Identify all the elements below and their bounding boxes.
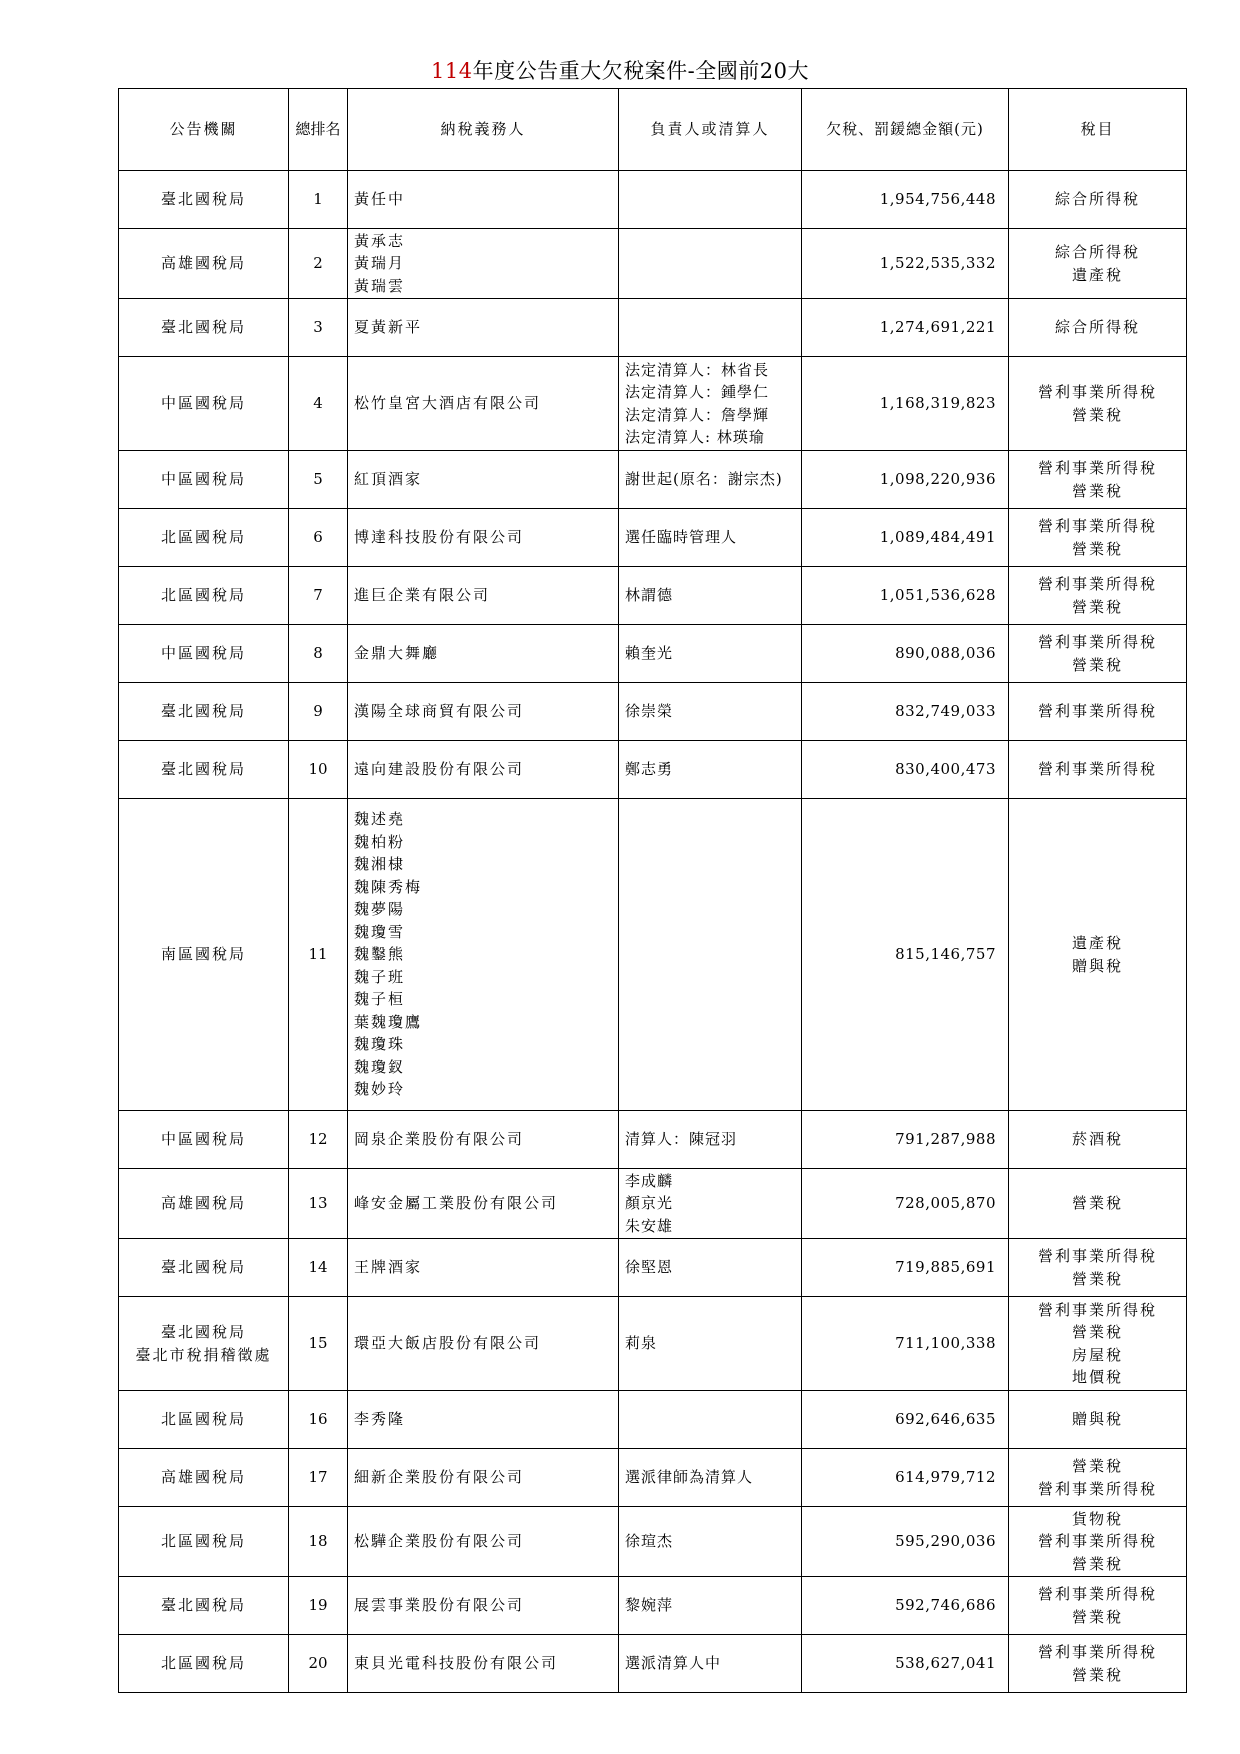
amount-cell: 1,168,319,823 [802,357,1009,451]
agency-cell [119,1507,289,1577]
agency-cell [119,1391,289,1449]
tax-type-cell [1009,1297,1187,1391]
header-tax-type: 稅目 [1009,89,1187,171]
taxpayer-line: 細新企業股份有限公司 [354,1468,525,1487]
rank-cell: 18 [289,1507,348,1577]
agency-cell [119,299,289,357]
taxpayer-cell [348,1111,619,1169]
tax-type-line: 營業稅 [1071,1554,1123,1573]
rank-cell: 1 [289,171,348,229]
responsible-cell [619,1111,802,1169]
agency-cell [119,357,289,451]
tax-type-cell [1009,1449,1187,1507]
agency-line: 中區國稅局 [160,394,246,413]
table-row [119,357,1187,451]
amount-cell: 1,522,535,332 [802,229,1009,299]
rank-cell: 11 [289,799,348,1111]
responsible-cell [619,1449,802,1507]
taxpayer-cell [348,625,619,683]
taxpayer-line: 夏黃新平 [354,318,423,337]
taxpayer-line: 環亞大飯店股份有限公司 [354,1334,542,1353]
agency-line: 臺北國稅局 [160,318,246,337]
header-row [119,89,1187,171]
agency-line: 高雄國稅局 [160,1468,246,1487]
table-row [119,1635,1187,1693]
tax-type-line: 營利事業所得稅 [1037,575,1157,593]
amount-cell: 1,089,484,491 [802,509,1009,567]
tax-type-cell [1009,1111,1187,1169]
responsible-cell [619,509,802,567]
tax-type-cell [1009,567,1187,625]
taxpayer-line: 李秀隆 [354,1410,406,1429]
responsible-line: 黎婉萍 [625,1596,674,1615]
agency-line: 臺北國稅局 [160,190,246,209]
taxpayer-cell [348,1449,619,1507]
taxpayer-line: 進巨企業有限公司 [354,586,491,605]
tax-type-line: 營利事業所得稅 [1037,1643,1157,1661]
tax-type-line: 房屋稅 [1071,1345,1123,1364]
table-row [119,1577,1187,1635]
tax-type-line: 營業稅 [1071,405,1123,424]
rank-cell: 8 [289,625,348,683]
taxpayer-line: 黃任中 [354,190,406,209]
amount-cell: 719,885,691 [802,1239,1009,1297]
rank-cell: 13 [289,1169,348,1239]
title-text: 年度公告重大欠稅案件-全國前20大 [472,59,809,83]
taxpayer-cell [348,357,619,451]
agency-line: 中區國稅局 [160,1130,246,1149]
tax-type-cell [1009,509,1187,567]
rank-cell: 10 [289,741,348,799]
agency-line: 中區國稅局 [160,470,246,489]
table-row [119,741,1187,799]
responsible-line: 選任臨時管理人 [625,528,738,547]
responsible-cell [619,1391,802,1449]
taxpayer-line: 魏瓊珠 [354,1035,406,1054]
responsible-cell [619,451,802,509]
tax-type-line: 營業稅 [1071,1269,1123,1288]
tax-type-line: 營業稅 [1071,1194,1123,1213]
agency-line: 臺北國稅局 [160,702,246,721]
table-row [119,1111,1187,1169]
tax-type-line: 綜合所得稅 [1054,190,1140,209]
rank-cell: 15 [289,1297,348,1391]
responsible-cell [619,683,802,741]
agency-line: 臺北國稅局 [160,760,246,779]
responsible-line: 謝世起(原名：謝宗杰) [625,470,783,489]
tax-type-line: 營業稅 [1071,1323,1123,1341]
tax-type-line: 營業稅 [1071,1607,1123,1626]
taxpayer-line: 博達科技股份有限公司 [354,528,525,547]
tax-type-cell [1009,1507,1187,1577]
responsible-line: 選派清算人中 [625,1654,722,1673]
responsible-cell [619,1169,802,1239]
taxpayer-line: 魏夢陽 [354,900,406,919]
agency-line: 北區國稅局 [160,1654,246,1673]
responsible-line: 李成麟 [625,1171,674,1190]
tax-type-line: 營業稅 [1071,1457,1123,1475]
tax-type-cell [1009,799,1187,1111]
table-row [119,1507,1187,1577]
taxpayer-line: 峰安金屬工業股份有限公司 [354,1194,559,1213]
tax-type-line: 贈與稅 [1071,1410,1123,1429]
header-amount: 欠稅、罰鍰總金額(元) [802,89,1009,171]
taxpayer-line: 魏子桓 [354,990,406,1009]
amount-cell: 1,051,536,628 [802,567,1009,625]
rank-cell: 5 [289,451,348,509]
agency-line: 高雄國稅局 [160,254,246,273]
agency-line: 臺北國稅局 [160,1258,246,1277]
taxpayer-cell [348,1239,619,1297]
responsible-cell [619,1507,802,1577]
agency-line: 臺北市稅捐稽徵處 [135,1345,272,1364]
responsible-line: 選派律師為清算人 [625,1468,754,1487]
agency-cell [119,509,289,567]
rank-cell: 7 [289,567,348,625]
responsible-cell [619,299,802,357]
tax-type-cell [1009,741,1187,799]
agency-line: 北區國稅局 [160,1532,246,1551]
rank-cell: 6 [289,509,348,567]
rank-cell: 16 [289,1391,348,1449]
taxpayer-line: 漢陽全球商貿有限公司 [354,702,525,721]
tax-type-line: 遺產稅 [1071,934,1123,952]
tax-type-line: 貨物稅 [1071,1509,1123,1528]
agency-cell [119,741,289,799]
tax-type-line: 營利事業所得稅 [1037,633,1157,651]
tax-type-cell [1009,299,1187,357]
table-row [119,451,1187,509]
amount-cell: 815,146,757 [802,799,1009,1111]
tax-type-line: 贈與稅 [1071,956,1123,975]
table-row [119,299,1187,357]
agency-cell [119,567,289,625]
responsible-line: 清算人：陳冠羽 [625,1130,738,1149]
agency-line: 臺北國稅局 [160,1596,246,1615]
taxpayer-cell [348,799,619,1111]
tax-type-cell [1009,171,1187,229]
table-row [119,1239,1187,1297]
responsible-cell [619,625,802,683]
agency-line: 臺北國稅局 [160,1323,246,1341]
tax-type-line: 菸酒稅 [1071,1130,1123,1149]
taxpayer-line: 紅頂酒家 [354,470,423,489]
taxpayer-line: 東貝光電科技股份有限公司 [354,1654,559,1673]
table-row [119,171,1187,229]
taxpayer-cell [348,1169,619,1239]
responsible-cell [619,357,802,451]
tax-type-line: 營利事業所得稅 [1037,1247,1157,1265]
table-row [119,1297,1187,1391]
taxpayer-line: 魏柏粉 [354,832,406,851]
agency-cell [119,1577,289,1635]
taxpayer-cell [348,567,619,625]
taxpayer-line: 魏瓊釵 [354,1057,406,1076]
agency-cell [119,171,289,229]
tax-type-line: 遺產稅 [1071,265,1123,284]
responsible-cell [619,741,802,799]
taxpayer-cell [348,683,619,741]
taxpayer-cell [348,1297,619,1391]
tax-type-line: 營業稅 [1071,1665,1123,1684]
taxpayer-cell [348,741,619,799]
responsible-line: 法定清算人：林省長 [625,360,770,379]
tax-type-line: 營利事業所得稅 [1037,1532,1157,1551]
amount-cell: 1,098,220,936 [802,451,1009,509]
header-taxpayer: 納稅義務人 [348,89,619,171]
taxpayer-cell [348,299,619,357]
tax-type-line: 營利事業所得稅 [1037,1479,1157,1498]
agency-cell [119,683,289,741]
responsible-cell [619,1635,802,1693]
tax-type-line: 綜合所得稅 [1054,318,1140,337]
rank-cell: 14 [289,1239,348,1297]
taxpayer-cell [348,451,619,509]
rank-cell: 3 [289,299,348,357]
agency-cell [119,625,289,683]
taxpayer-line: 魏子班 [354,967,406,986]
agency-line: 南區國稅局 [160,945,246,964]
responsible-line: 法定清算人：鍾學仁 [625,383,770,401]
amount-cell: 592,746,686 [802,1577,1009,1635]
taxpayer-line: 王牌酒家 [354,1258,423,1277]
table-row [119,1449,1187,1507]
tax-type-cell [1009,683,1187,741]
agency-cell [119,799,289,1111]
header-responsible: 負責人或清算人 [619,89,802,171]
tax-type-line: 營利事業所得稅 [1037,459,1157,477]
amount-cell: 538,627,041 [802,1635,1009,1693]
agency-line: 北區國稅局 [160,586,246,605]
table-row [119,1391,1187,1449]
table-row [119,1169,1187,1239]
tax-type-line: 地價稅 [1071,1368,1123,1386]
table-body [119,171,1187,1693]
table-row [119,683,1187,741]
taxpayer-cell [348,1391,619,1449]
agency-cell [119,1635,289,1693]
tax-type-line: 營利事業所得稅 [1037,760,1157,779]
tax-arrears-table [118,88,1187,1693]
amount-cell: 832,749,033 [802,683,1009,741]
tax-type-cell [1009,625,1187,683]
agency-cell [119,1111,289,1169]
taxpayer-line: 魏瓊雪 [354,922,406,941]
agency-line: 高雄國稅局 [160,1194,246,1213]
taxpayer-line: 遠向建設股份有限公司 [354,760,525,779]
responsible-line: 賴奎光 [625,644,674,663]
responsible-line: 徐堅恩 [625,1258,674,1277]
rank-cell: 17 [289,1449,348,1507]
tax-type-line: 營利事業所得稅 [1037,702,1157,721]
responsible-cell [619,567,802,625]
tax-type-line: 綜合所得稅 [1054,243,1140,261]
tax-type-line: 營業稅 [1071,481,1123,500]
amount-cell: 1,954,756,448 [802,171,1009,229]
tax-type-line: 營業稅 [1071,597,1123,616]
responsible-cell [619,799,802,1111]
taxpayer-line: 黃承志 [354,231,406,250]
page-title [0,56,1240,86]
taxpayer-cell [348,171,619,229]
agency-cell [119,1449,289,1507]
responsible-line: 莉泉 [625,1334,658,1353]
responsible-line: 徐崇榮 [625,702,674,721]
responsible-cell [619,229,802,299]
rank-cell: 4 [289,357,348,451]
agency-line: 北區國稅局 [160,528,246,547]
amount-cell: 890,088,036 [802,625,1009,683]
agency-line: 中區國稅局 [160,644,246,663]
agency-cell [119,1239,289,1297]
agency-cell [119,229,289,299]
responsible-line: 顏京光 [625,1194,674,1213]
taxpayer-line: 魏述堯 [354,810,406,829]
taxpayer-line: 魏陳秀梅 [354,877,423,896]
tax-type-line: 營業稅 [1071,539,1123,558]
table-row [119,567,1187,625]
taxpayer-cell [348,1577,619,1635]
table-row [119,229,1187,299]
tax-type-line: 營利事業所得稅 [1037,1300,1157,1319]
responsible-line: 徐瑄杰 [625,1532,674,1551]
amount-cell: 728,005,870 [802,1169,1009,1239]
responsible-cell [619,1297,802,1391]
taxpayer-line: 黃瑞月 [354,254,406,273]
amount-cell: 614,979,712 [802,1449,1009,1507]
responsible-line: 法定清算人: 林瑛瑜 [625,428,765,446]
taxpayer-line: 松竹皇宮大酒店有限公司 [354,394,542,413]
amount-cell: 1,274,691,221 [802,299,1009,357]
tax-type-line: 營業稅 [1071,655,1123,674]
tax-type-cell [1009,357,1187,451]
taxpayer-line: 魏鑿熊 [354,945,406,964]
rank-cell: 12 [289,1111,348,1169]
taxpayer-line: 魏湘棣 [354,855,406,874]
tax-type-cell [1009,1391,1187,1449]
table-row [119,625,1187,683]
agency-cell [119,451,289,509]
title-year: 114 [431,59,473,83]
amount-cell: 711,100,338 [802,1297,1009,1391]
amount-cell: 595,290,036 [802,1507,1009,1577]
tax-type-cell [1009,451,1187,509]
taxpayer-line: 金鼎大舞廳 [354,644,440,663]
responsible-line: 朱安雄 [625,1216,674,1235]
tax-type-cell [1009,1239,1187,1297]
taxpayer-line: 松驊企業股份有限公司 [354,1532,525,1551]
taxpayer-cell [348,229,619,299]
responsible-cell [619,171,802,229]
amount-cell: 791,287,988 [802,1111,1009,1169]
responsible-line: 林謂德 [625,586,674,605]
taxpayer-line: 魏妙玲 [354,1080,406,1099]
responsible-cell [619,1239,802,1297]
table-row [119,799,1187,1111]
agency-cell [119,1169,289,1239]
taxpayer-line: 黃瑞雲 [354,276,406,295]
agency-line: 北區國稅局 [160,1410,246,1429]
amount-cell: 692,646,635 [802,1391,1009,1449]
tax-type-cell [1009,229,1187,299]
amount-cell: 830,400,473 [802,741,1009,799]
tax-type-line: 營利事業所得稅 [1037,1585,1157,1603]
rank-cell: 2 [289,229,348,299]
responsible-line: 法定清算人：詹學輝 [625,405,770,424]
taxpayer-cell [348,1507,619,1577]
taxpayer-line: 岡泉企業股份有限公司 [354,1130,525,1149]
header-rank: 總排名 [289,89,348,171]
taxpayer-cell [348,1635,619,1693]
agency-cell [119,1297,289,1391]
responsible-line: 鄭志勇 [625,760,674,779]
header-agency: 公告機關 [119,89,289,171]
taxpayer-line: 展雲事業股份有限公司 [354,1596,525,1615]
rank-cell: 19 [289,1577,348,1635]
table-row [119,509,1187,567]
taxpayer-cell [348,509,619,567]
tax-type-cell [1009,1577,1187,1635]
tax-type-cell [1009,1169,1187,1239]
tax-type-line: 營利事業所得稅 [1037,383,1157,401]
tax-type-line: 營利事業所得稅 [1037,517,1157,535]
rank-cell: 20 [289,1635,348,1693]
rank-cell: 9 [289,683,348,741]
tax-type-cell [1009,1635,1187,1693]
responsible-cell [619,1577,802,1635]
taxpayer-line: 葉魏瓊鷹 [354,1012,423,1031]
